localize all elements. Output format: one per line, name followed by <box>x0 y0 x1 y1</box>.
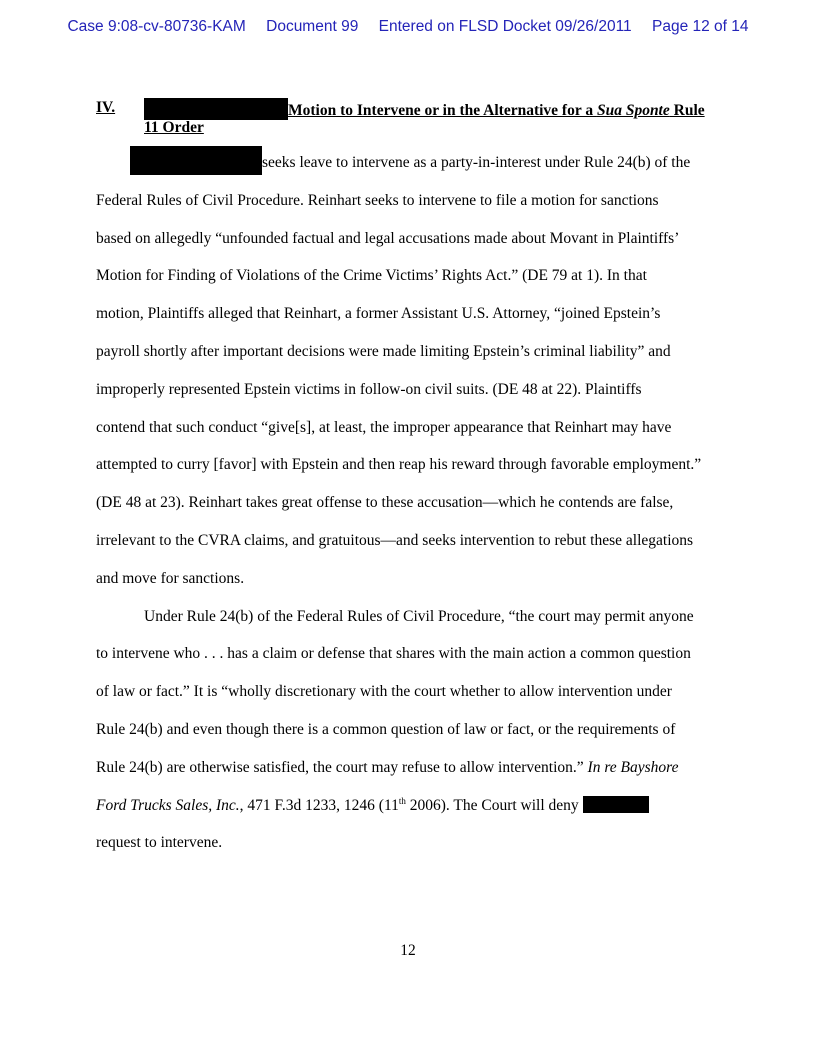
redaction-box <box>583 796 649 813</box>
section-title-line2: 11 Order <box>144 119 204 136</box>
section-title-italic: Sua Sponte <box>596 102 670 119</box>
text-line: payroll shortly after important decisions were made limiting Epstein’s criminal liability” and <box>96 342 671 360</box>
page-indicator: Page 12 of 14 <box>652 18 749 35</box>
text-line: and move for sanctions. <box>96 569 245 587</box>
text-line: Rule 24(b) and even though there is a common question of law or fact, or the requirements of <box>96 720 676 738</box>
case-citation-italic: In re Bayshore <box>587 758 679 776</box>
text-span: 2006). The Court will deny <box>405 796 583 814</box>
text-line: improperly represented Epstein victims in follow-on civil suits. (DE 48 at 22). Plaintiffs <box>96 380 642 398</box>
docket-entry: Entered on FLSD Docket 09/26/2011 <box>378 18 632 35</box>
text-line: to intervene who . . . has a claim or defense that shares with the main action a common question <box>96 645 691 663</box>
redaction-box <box>130 146 262 175</box>
text-line: Under Rule 24(b) of the Federal Rules of Civil Procedure, “the court may permit anyone <box>144 607 694 625</box>
text-line: irrelevant to the CVRA claims, and gratuitous—and seeks intervention to rebut these allegations <box>96 531 694 549</box>
text-line: request to intervene. <box>96 834 223 852</box>
docket-header <box>0 18 816 36</box>
section-number: IV. <box>96 99 116 116</box>
redaction-box <box>144 98 288 120</box>
page-number: 12 <box>400 942 416 959</box>
section-title-part1: Motion to Intervene or in the Alternative for a <box>288 102 597 119</box>
text-line: of law or fact.” It is “wholly discretionary with the court whether to allow intervention under <box>96 683 672 701</box>
text-line: seeks leave to intervene as a party-in-interest under Rule 24(b) of the <box>262 154 691 171</box>
text-line: (DE 48 at 23). Reinhart takes great offense to these accusation—which he contends are false, <box>96 494 674 512</box>
text-line: based on allegedly “unfounded factual and legal accusations made about Movant in Plaintiffs’ <box>96 229 680 247</box>
paragraph-2-line-5 <box>96 749 720 787</box>
paragraph-2-line-6 <box>96 787 720 825</box>
document-number: Document 99 <box>266 18 359 35</box>
text-span: , 471 F.3d 1233, 1246 (11 <box>239 796 399 814</box>
text-line: Federal Rules of Civil Procedure. Reinhart seeks to intervene to file a motion for sanctions <box>96 191 659 209</box>
text-line: attempted to curry [favor] with Epstein and then reap his reward through favorable employment.” <box>96 456 702 474</box>
paragraph-1 <box>96 144 720 862</box>
text-line: Motion for Finding of Violations of the Crime Victims’ Rights Act.” (DE 79 at 1). In that <box>96 267 647 285</box>
case-number: Case 9:08-cv-80736-KAM <box>67 18 246 35</box>
text-line: contend that such conduct “give[s], at least, the improper appearance that Reinhart may have <box>96 418 672 436</box>
text-line: motion, Plaintiffs alleged that Reinhart, a former Assistant U.S. Attorney, “joined Epstein’s <box>96 305 661 323</box>
paragraph-1-line-1 <box>96 144 720 182</box>
case-citation-italic: Ford Trucks Sales, Inc. <box>96 796 240 814</box>
section-title-part2: Rule <box>669 102 705 119</box>
text-span: Rule 24(b) are otherwise satisfied, the court may refuse to allow intervention.” <box>96 758 588 776</box>
section-title-line1 <box>144 98 705 121</box>
ordinal-superscript: th <box>398 795 406 806</box>
